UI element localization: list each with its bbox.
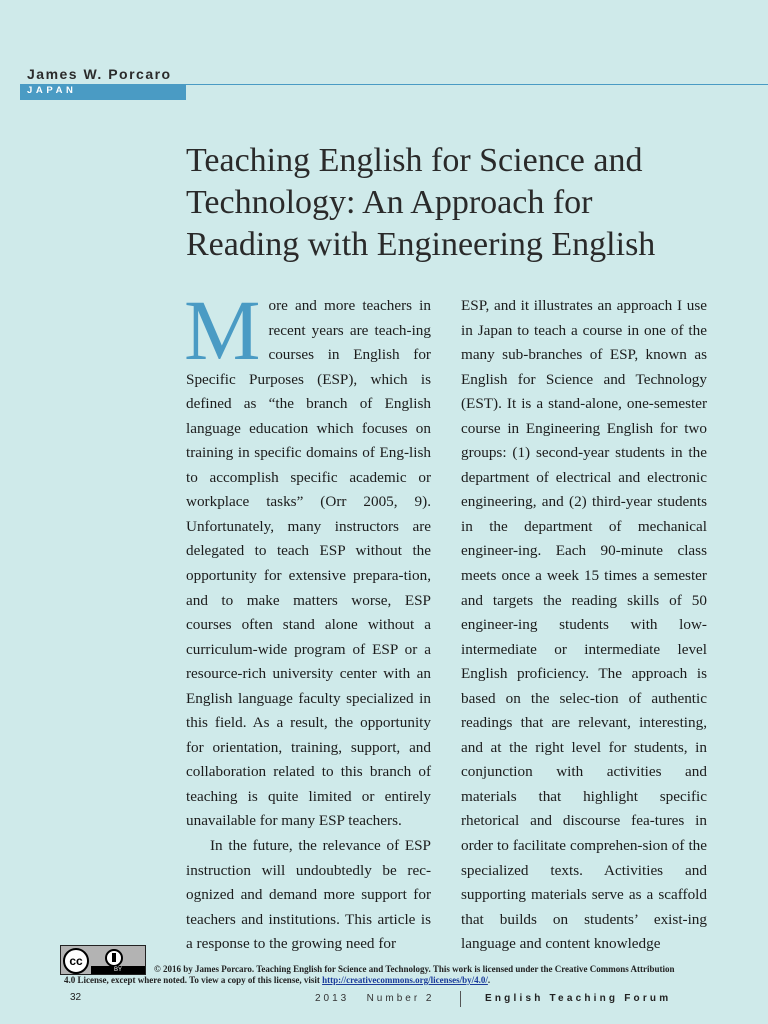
paragraph-3: ESP, and it illustrates an approach I use in Japan to teach a course in one of the many sub-branches of ESP, known as English for Science and Technology (EST). It is a stand-alone, one-semester course in Engineering English for two groups: (1) second-year students in the department of electrical and electronic engineering, and (2) third-year students in the department of mechanical engineer-ing. Each 90-minute class meets once a week 15 times a semester and targets the reading skills of 50 engineer-ing students with low-intermediate or intermediate level English proficiency. The approach is based on the selec-tion of authentic readings that are relevant, interesting, and at the right level for students, in conjunction with activities and materials that highlight specific rhetorical and discourse fea-tures in order to facilitate comprehen-sion of the specialized texts. Activities and supporting materials serve as a scaffold that builds on students’ exist-ing language and content knowledge bbox=[461, 297, 707, 953]
license-text-2: 4.0 License, except where noted. To view a copy of this license, visit bbox=[64, 975, 323, 985]
license-text-1: © 2016 by James Porcaro. Teaching English for Science and Technology. This work is licensed under the Creative Commons Attribution bbox=[154, 964, 675, 974]
article-title: Teaching English for Science and Technology: An Approach for Reading with Engineering English bbox=[186, 142, 656, 263]
cc-icon: cc bbox=[63, 948, 89, 974]
attribution-icon bbox=[105, 949, 123, 967]
issue-label: 2013 Number 2 bbox=[315, 993, 435, 1004]
header-rule bbox=[186, 84, 768, 85]
column-left bbox=[184, 282, 431, 957]
page-number: 32 bbox=[70, 992, 82, 1003]
magazine-name: English Teaching Forum bbox=[485, 993, 672, 1004]
footer-divider bbox=[460, 991, 461, 1007]
license-text-3: . bbox=[487, 975, 491, 985]
cc-by-license-icon bbox=[60, 945, 146, 975]
license-link[interactable]: http://creativecommons.org/licenses/by/4.0/ bbox=[322, 975, 488, 985]
paragraph-2: In the future, the relevance of ESP instruction will undoubtedly be rec-ognized and demand more support for teachers and institutions. This article is a response to the growing need for bbox=[186, 837, 431, 953]
paragraph-1: ore and more teachers in recent years are teach-ing courses in English for Specific Purposes (ESP), which is defined as “the branch of English language education which focuses on training in specific domains of Eng-lish to accomplish specific academic or workplace tasks” (Orr 2005, 9). Unfortunately, many instructors are delegated to teach ESP without the opportunity for extensive prepara-tion, and to make matters worse, ESP courses often stand alone without a curriculum-wide program of ESP or a resource-rich university center with an English language faculty specialized in this field. As a result, the opportunity for orientation, training, support, and collaboration related to this branch of teaching is quite limited or entirely unavailable for many ESP teachers. bbox=[186, 297, 431, 830]
drop-cap: M bbox=[184, 282, 261, 378]
country-label: JAPAN bbox=[27, 85, 77, 96]
column-right bbox=[461, 294, 707, 957]
by-label: BY bbox=[91, 966, 145, 974]
author-name: James W. Porcaro bbox=[27, 66, 172, 82]
